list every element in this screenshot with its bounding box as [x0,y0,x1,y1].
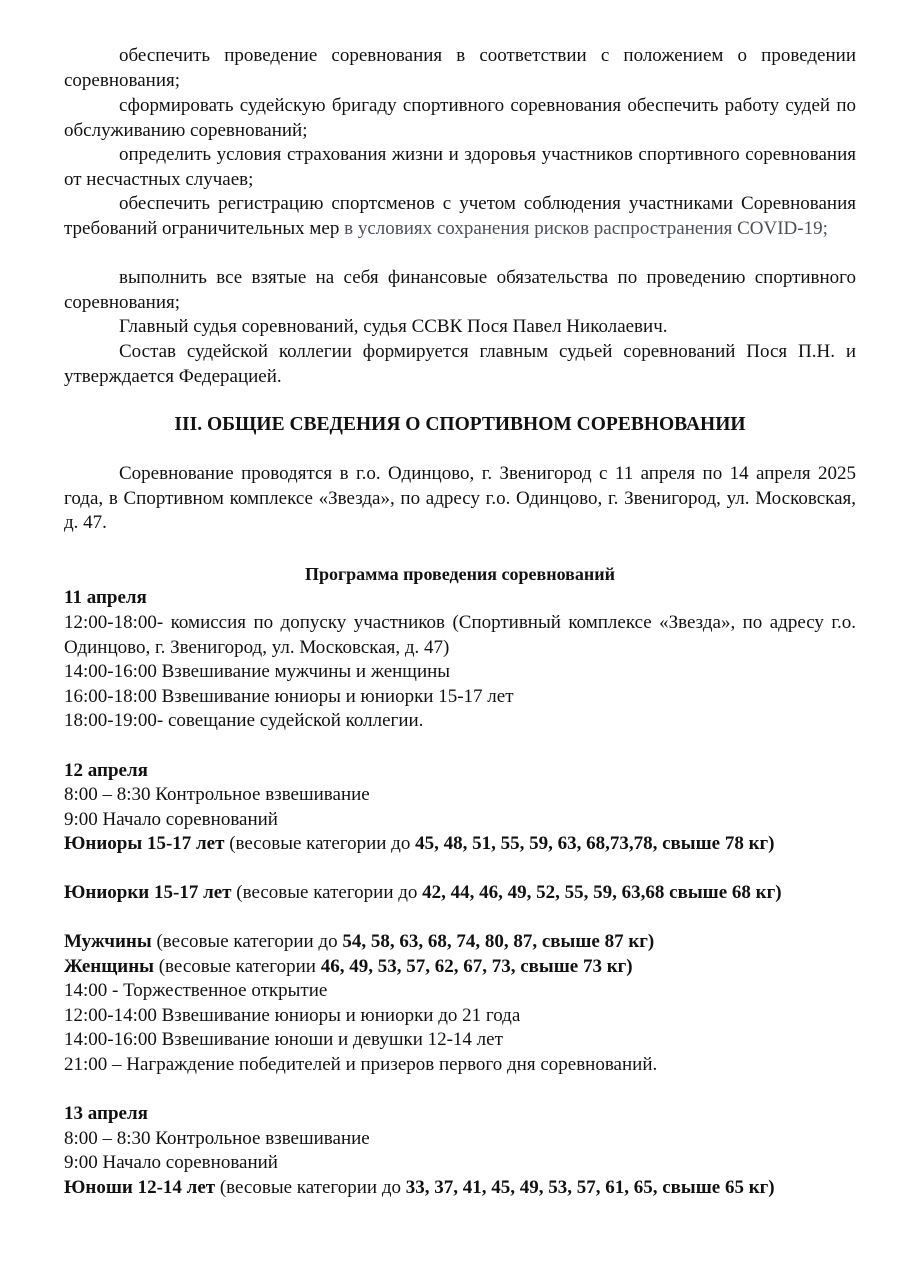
duty-paragraph-5: выполнить все взятые на себя финансовые обязательства по проведению спортивного соревнования; [64,267,856,313]
category-text: (весовые категории до [224,833,416,854]
duty-paragraph-4 [64,192,856,241]
category-juniors-female [64,881,856,906]
duty-paragraph-3: определить условия страхования жизни и здоровья участников спортивного соревнования от несчастных случаев; [64,144,856,190]
date-13-april: 13 апреля [64,1103,148,1124]
category-weights: 42, 44, 46, 49, 52, 55, 59, 63,68 свыше 68 кг) [422,882,782,903]
venue-paragraph: Соревнование проводятся в г.о. Одинцово, г. Звенигород с 11 апреля по 14 апреля 2025 года, в Спортивном комплексе «Звезда», по адресу г.о. Одинцово, г. Звенигород, ул. Московская, д. 47. [64,463,856,534]
category-weights: 46, 49, 53, 57, 62, 67, 73, свыше 73 кг) [320,956,633,977]
schedule-item: 21:00 – Награждение победителей и призеров первого дня соревнований. [64,1054,658,1075]
category-weights: 54, 58, 63, 68, 74, 80, 87, свыше 87 кг) [342,931,655,952]
category-label: Юниорки 15-17 лет [64,882,232,903]
schedule-item: 12:00-14:00 Взвешивание юниоры и юниорки до 21 года [64,1005,521,1026]
category-text: (весовые категории до [215,1177,406,1198]
category-weights: 33, 37, 41, 45, 49, 53, 57, 61, 65, свыше 65 кг) [405,1177,775,1198]
chief-judge-paragraph: Главный судья соревнований, судья ССВК Пося Павел Николаевич. [119,316,668,337]
schedule-item: 14:00 - Торжественное открытие [64,980,328,1001]
schedule-item: 18:00-19:00- совещание судейской коллегии. [64,710,424,731]
date-12-april: 12 апреля [64,760,148,781]
category-label: Женщины [64,956,154,977]
category-text: (весовые категории до [231,882,423,903]
schedule-item: 16:00-18:00 Взвешивание юниоры и юниорки 15-17 лет [64,686,514,707]
category-text: (весовые категории до [151,931,343,952]
schedule-item: 14:00-16:00 Взвешивание юноши и девушки 12-14 лет [64,1029,503,1050]
category-men [64,930,856,955]
schedule-item: 8:00 – 8:30 Контрольное взвешивание [64,784,370,805]
schedule-item: 8:00 – 8:30 Контрольное взвешивание [64,1128,370,1149]
duty-paragraph-2: сформировать судейскую бригаду спортивного соревнования обеспечить работу судей по обслуживанию соревнований; [64,95,856,141]
schedule-item: 12:00-18:00- комиссия по допуску участников (Спортивный комплексе «Звезда», по адресу г.о. Одинцово, г. Звенигород, ул. Московская, д. 47) [64,612,856,658]
category-boys [64,1176,856,1201]
judges-panel-paragraph: Состав судейской коллегии формируется главным судьей соревнований Пося П.Н. и утверждается Федерацией. [64,341,856,387]
date-11-april: 11 апреля [64,587,147,608]
category-women [64,955,856,980]
section-heading: III. ОБЩИЕ СВЕДЕНИЯ О СПОРТИВНОМ СОРЕВНОВАНИИ [174,414,746,435]
duty-paragraph-4-covid: в условиях сохранения рисков распространения COVID-19; [339,217,828,239]
schedule-item: 9:00 Начало соревнований [64,809,278,830]
program-title: Программа проведения соревнований [304,564,616,584]
category-label: Юниоры 15-17 лет [64,833,225,854]
category-weights: 45, 48, 51, 55, 59, 63, 68,73,78, свыше 78 кг) [415,833,775,854]
duty-paragraph-1: обеспечить проведение соревнования в соответствии с положением о проведении соревнования; [64,45,856,91]
schedule-item: 14:00-16:00 Взвешивание мужчины и женщины [64,661,451,682]
category-label: Юноши 12-14 лет [64,1177,216,1198]
schedule-item: 9:00 Начало соревнований [64,1152,278,1173]
category-text: (весовые категории [153,956,321,977]
duty-paragraph-4-main: обеспечить регистрацию спортсменов с учетом соблюдения участниками Соревнования требований ограничительных мер [64,193,856,239]
category-label: Мужчины [64,931,152,952]
category-juniors-male [64,832,856,857]
